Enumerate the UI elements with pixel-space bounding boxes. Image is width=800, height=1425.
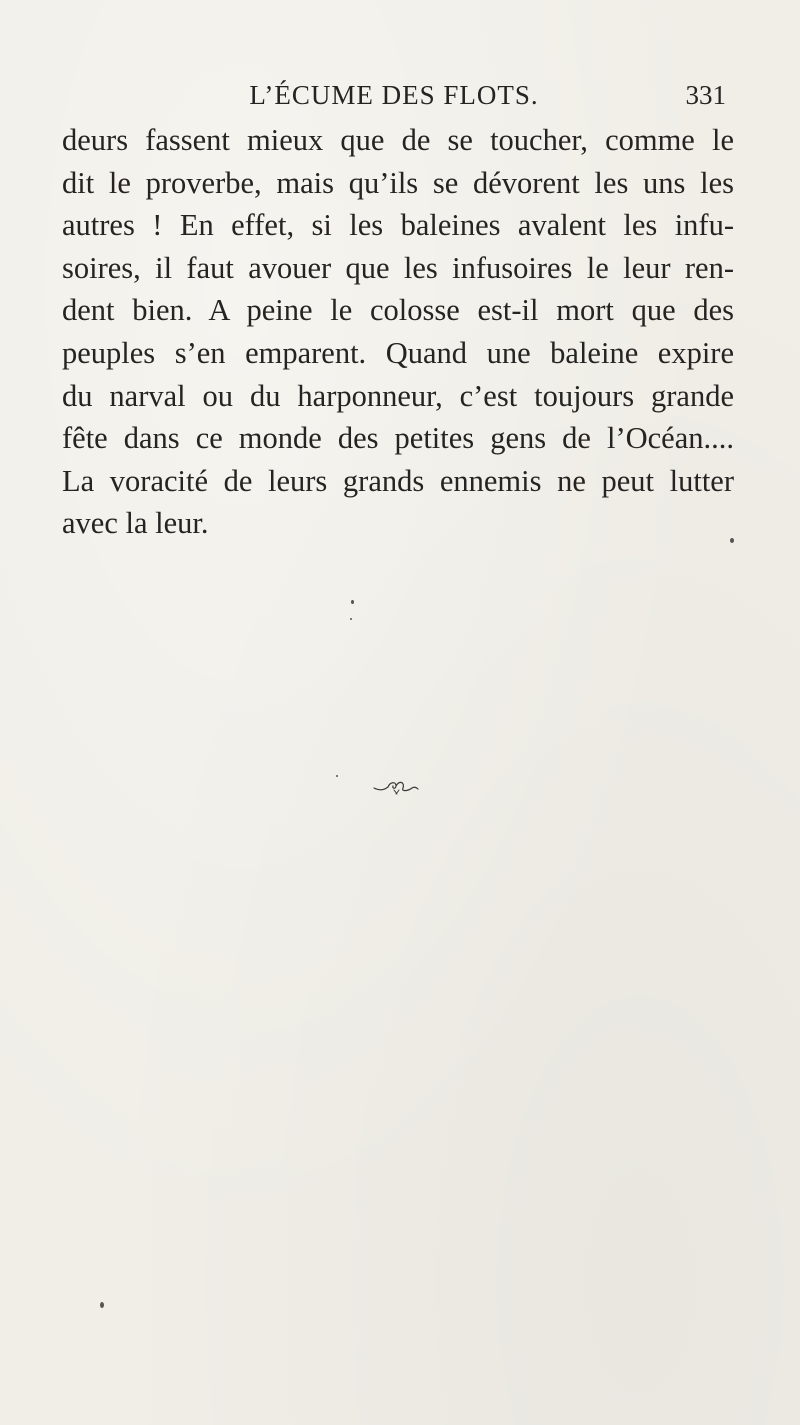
text-line: du narval ou du harponneur, c’est toujours grande	[62, 378, 734, 413]
text-line: deurs fassent mieux que de se toucher, comme le	[62, 123, 734, 157]
text-line: dent bien. A peine le colosse est-il mort que des	[62, 293, 734, 328]
paper-speck	[100, 1302, 104, 1308]
text-line: avec la leur.	[62, 506, 209, 541]
running-head-title: L’ÉCUME DES FLOTS.	[249, 80, 539, 110]
text-line: peuples s’en emparent. Quand une baleine expire	[62, 335, 734, 370]
text-line: soires, il faut avouer que les infusoires le leur ren-	[62, 250, 734, 285]
text-line: La voracité de leurs grands ennemis ne peut lutter	[62, 463, 734, 498]
fleuron-ornament-icon	[372, 776, 420, 796]
running-head	[62, 75, 726, 115]
text-line: dit le proverbe, mais qu’ils se dévorent les uns les	[62, 165, 734, 200]
text-line: fête dans ce monde des petites gens de l’Océan....	[62, 421, 734, 456]
page-number: 331	[685, 80, 726, 110]
body-paragraph	[62, 119, 734, 545]
paper-speck	[351, 600, 354, 604]
paper-speck	[730, 538, 734, 543]
text-line: autres ! En effet, si les baleines avalent les infu-	[62, 208, 734, 243]
paper-speck	[336, 775, 338, 777]
paper-speck	[350, 618, 352, 620]
